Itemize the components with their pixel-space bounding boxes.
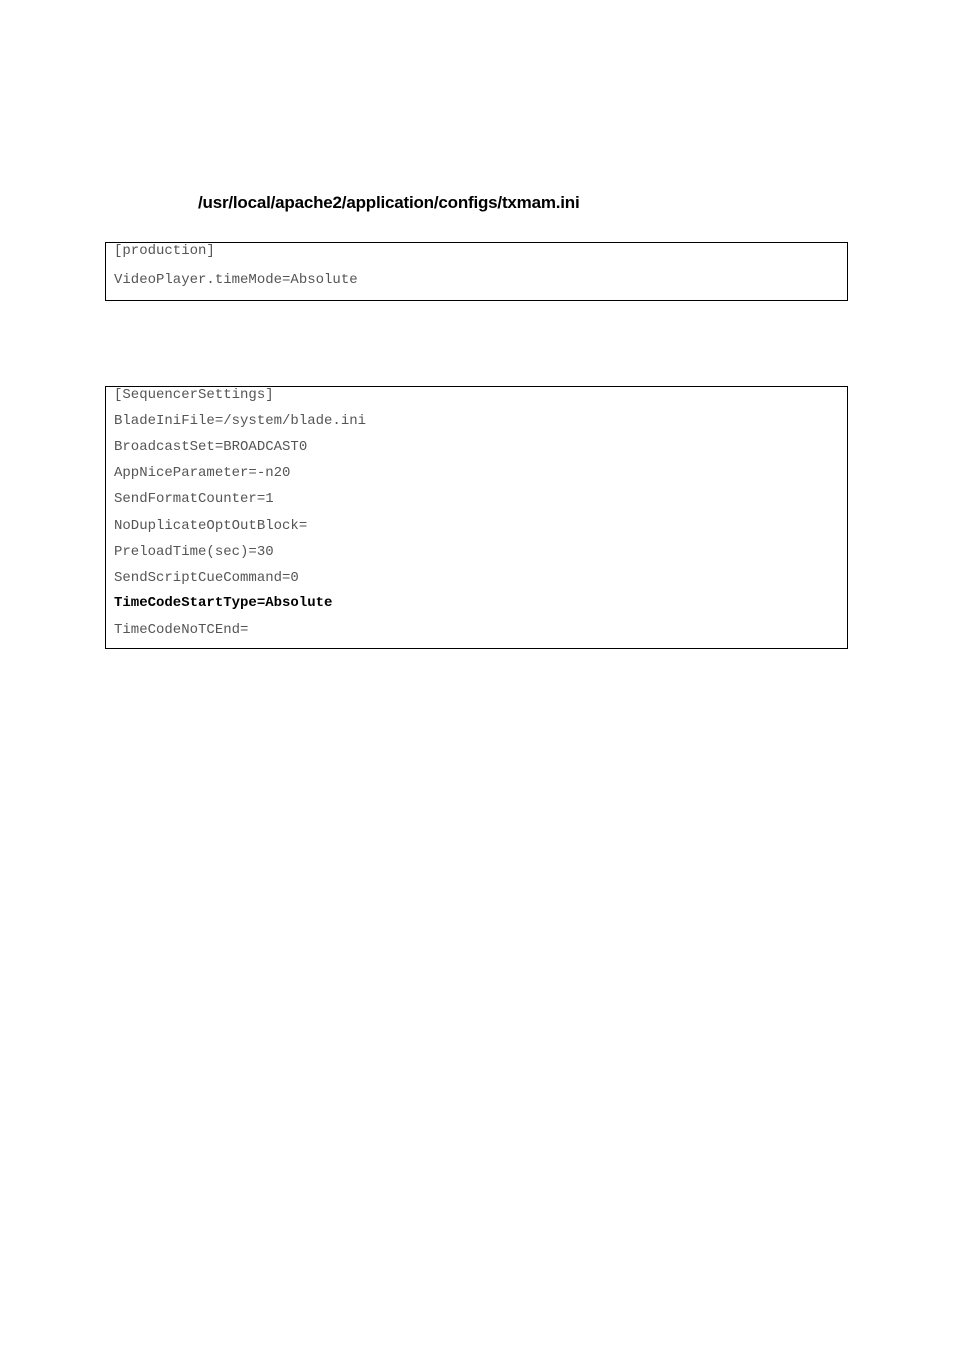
code-line-highlighted: TimeCodeStartType=Absolute <box>114 595 333 611</box>
sequencer-config-block <box>105 386 848 649</box>
code-line: BroadcastSet=BROADCAST0 <box>114 439 308 455</box>
code-line: SendScriptCueCommand=0 <box>114 570 299 586</box>
code-line: AppNiceParameter=-n20 <box>114 465 291 481</box>
code-line: TimeCodeNoTCEnd= <box>114 622 249 638</box>
code-line: BladeIniFile=/system/blade.ini <box>114 413 367 429</box>
code-line-section-header: [SequencerSettings] <box>114 387 274 403</box>
code-line: VideoPlayer.timeMode=Absolute <box>114 272 358 288</box>
file-path-heading: /usr/local/apache2/application/configs/txmam.ini <box>198 193 580 212</box>
production-config-block <box>105 242 848 301</box>
code-line: PreloadTime(sec)=30 <box>114 544 274 560</box>
code-line-section-header: [production] <box>114 243 215 259</box>
code-line: NoDuplicateOptOutBlock= <box>114 518 308 534</box>
code-line: SendFormatCounter=1 <box>114 491 274 507</box>
